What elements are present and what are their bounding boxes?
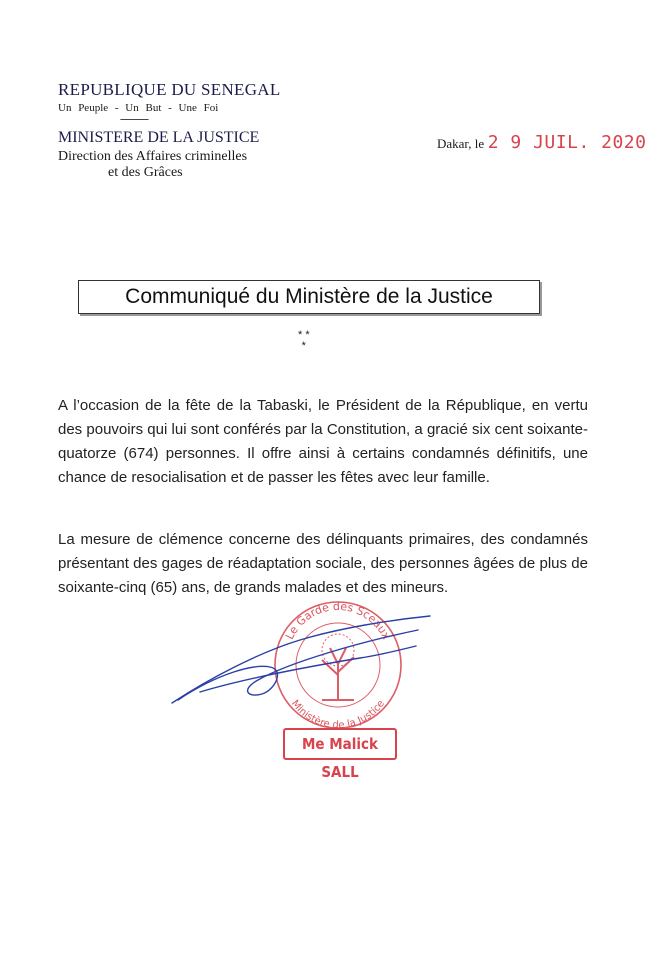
national-motto: Un Peuple - Un But - Une Foi — [58, 102, 219, 114]
direction-line-2: et des Grâces — [108, 165, 183, 180]
page-title: Communiqué du Ministère de la Justice — [125, 285, 493, 308]
signatory-stamp: Me Malick SALL — [283, 728, 397, 760]
date-prefix: Dakar, le — [437, 136, 485, 151]
ministry-heading: MINISTERE DE LA JUSTICE — [58, 129, 260, 146]
republic-heading: REPUBLIQUE DU SENEGAL — [58, 80, 281, 99]
seal-bottom-text: Ministère de la Justice — [288, 698, 388, 732]
header-separator: ------------ — [120, 114, 148, 125]
date-stamp: 2 9 JUIL. 2020 — [487, 132, 647, 153]
seal-top-text: Le Garde des Sceaux — [283, 599, 393, 642]
paragraph-1: A l’occasion de la fête de la Tabaski, le Président de la République, en vertu des pouvoirs qui lui sont conférés par la Constitution, a gracié six cent soixante-quatorze (674) personnes. Il offre ainsi à certains condamnés définitifs, une chance de resocialisation et de passer les fêtes avec leur famille. — [58, 397, 588, 486]
paragraph-2: La mesure de clémence concerne des délinquants primaires, des condamnés présentant des gages de réadaptation sociale, des personnes âgées de plus de soixante-cinq (65) ans, de grands malades et des mineurs. — [58, 531, 588, 596]
star-line-1: * * — [298, 329, 310, 341]
star-line-2: * — [301, 340, 306, 352]
direction-line-1: Direction des Affaires criminelles — [58, 149, 248, 164]
